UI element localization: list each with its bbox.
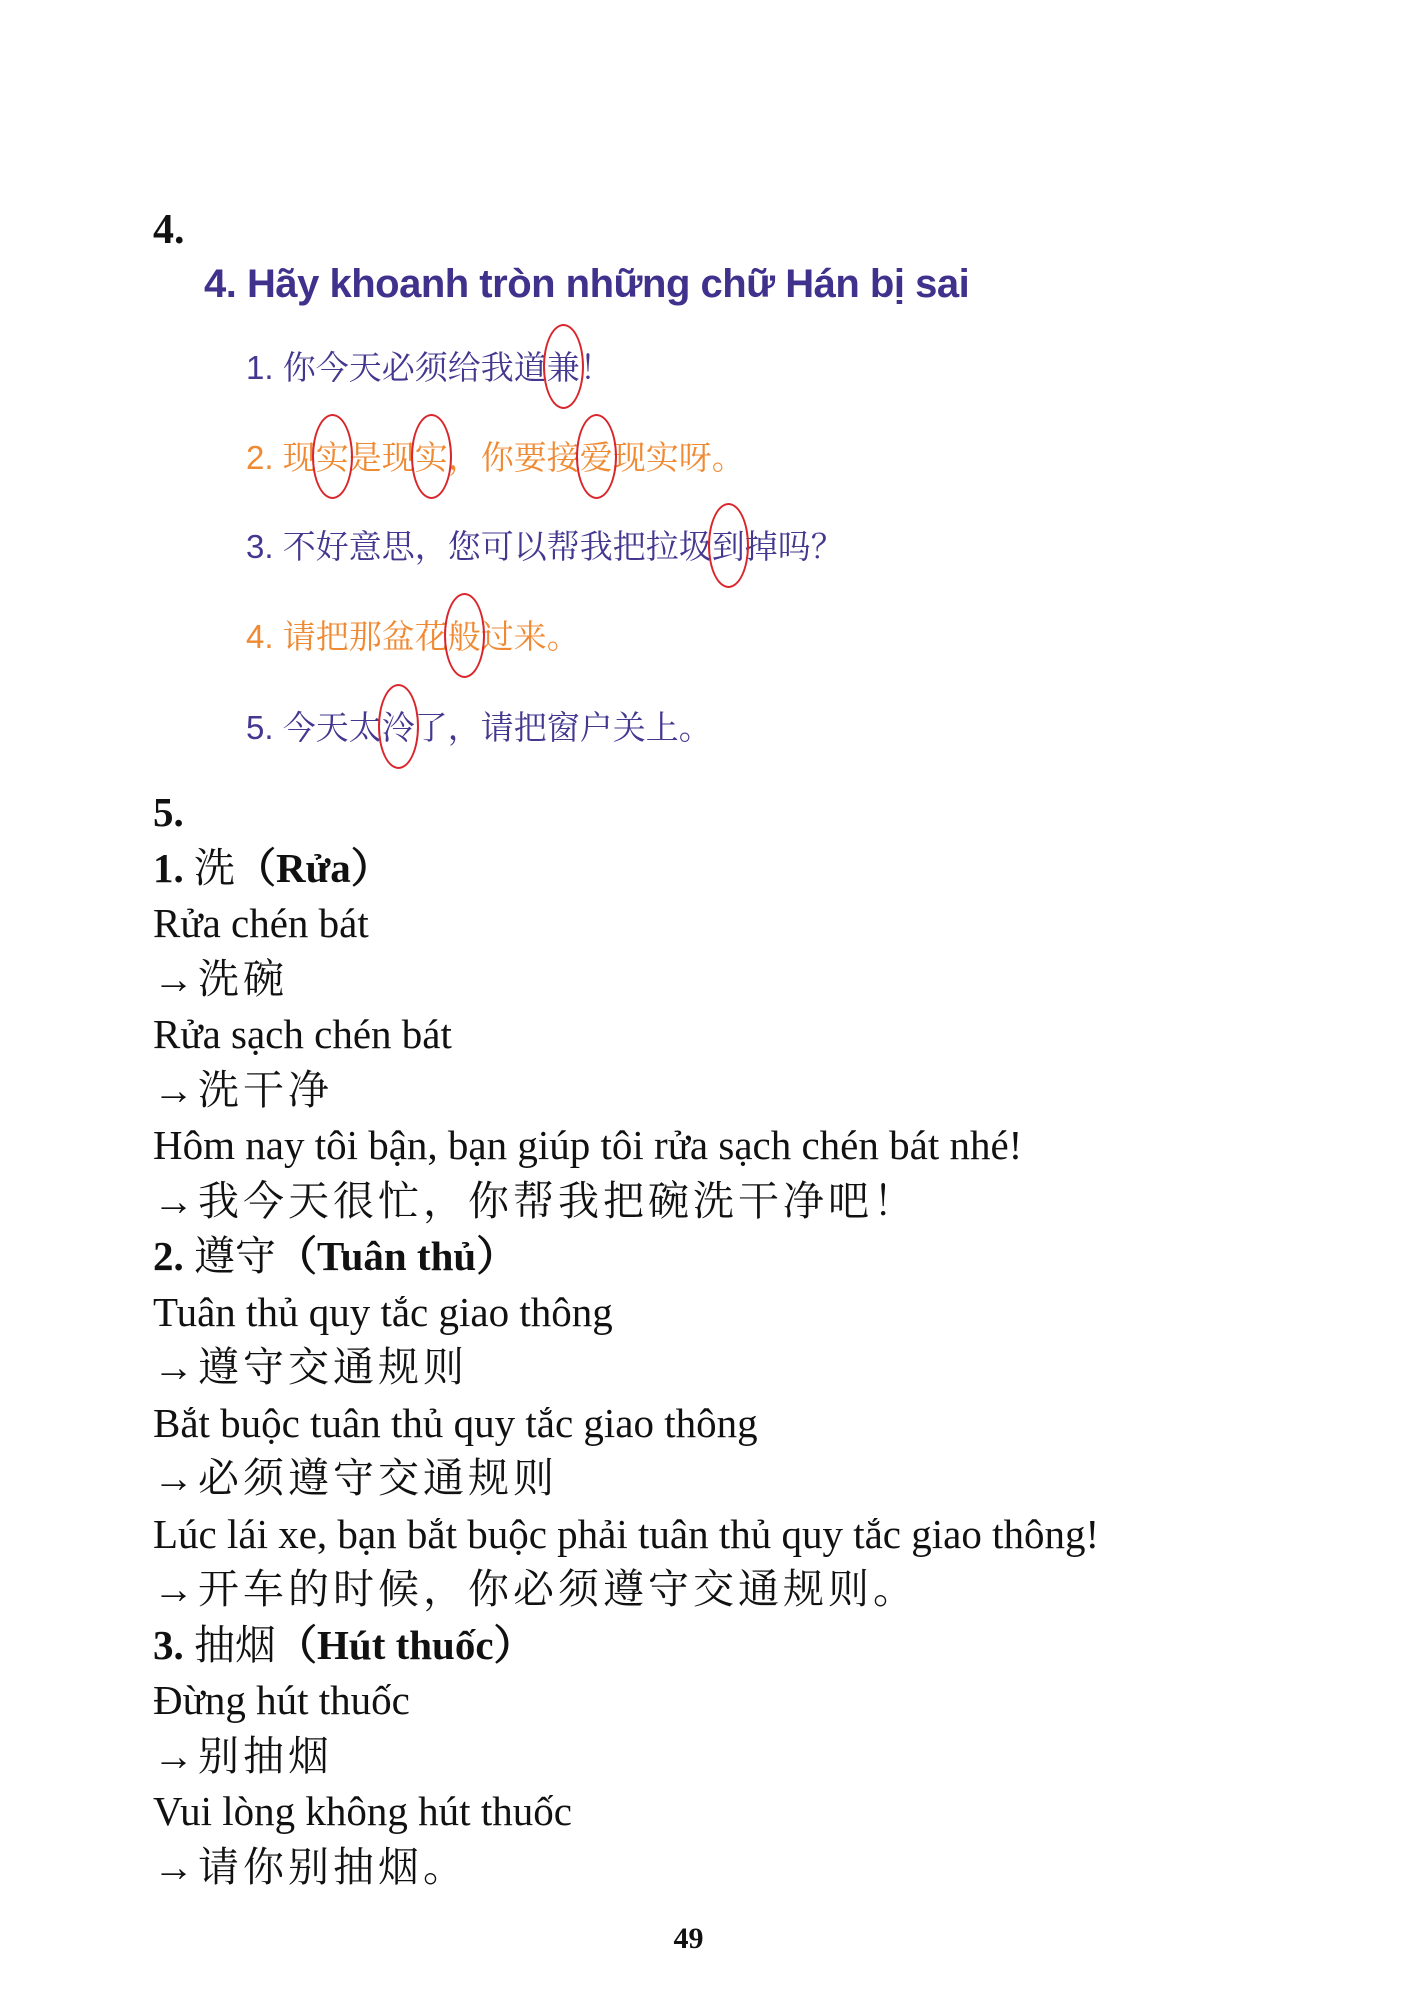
vocab-heading-vi: （Tuân thủ） bbox=[276, 1233, 518, 1279]
page-number: 49 bbox=[673, 1922, 704, 1955]
vocab-heading-num: 2. bbox=[153, 1233, 184, 1279]
vocab-heading-num: 3. bbox=[153, 1621, 184, 1668]
vocab-heading bbox=[153, 1229, 1099, 1285]
exercise-item bbox=[246, 611, 580, 658]
vietnamese-line: Lúc lái xe, bạn bắt buộc phải tuân thủ quy tắc giao thông! bbox=[153, 1510, 1100, 1557]
exercise-item bbox=[246, 432, 745, 479]
chinese-line: →必须遵守交通规则 bbox=[153, 1455, 558, 1501]
chinese-line: →别抽烟 bbox=[153, 1732, 333, 1779]
chinese-line: →洗干净 bbox=[153, 1066, 333, 1113]
circled-wrong-character: 实 bbox=[415, 432, 448, 479]
item-text: ！ bbox=[579, 349, 613, 386]
vocab-heading bbox=[153, 841, 1099, 897]
vocab-heading-zh: 洗 bbox=[183, 844, 235, 891]
exercise-item bbox=[246, 521, 844, 568]
vocab-heading-num: 1. bbox=[153, 844, 184, 891]
vocab-heading-zh: 抽烟 bbox=[183, 1621, 276, 1668]
circled-wrong-character: 兼 bbox=[547, 342, 580, 389]
vietnamese-line: Bắt buộc tuân thủ quy tắc giao thông bbox=[153, 1399, 758, 1446]
vietnamese-line: Vui lòng không hút thuốc bbox=[153, 1788, 572, 1834]
chinese-line: →遵守交通规则 bbox=[153, 1344, 468, 1390]
item-text: 是现 bbox=[348, 439, 415, 476]
vocab-heading-zh: 遵守 bbox=[183, 1233, 276, 1279]
circled-wrong-character: 到 bbox=[712, 521, 745, 568]
exercise-title: 4. Hãy khoanh tròn những chữ Hán bị sai bbox=[204, 262, 970, 306]
chinese-line: →洗碗 bbox=[153, 955, 288, 1002]
item-text: 5. 今天太 bbox=[246, 709, 382, 746]
vietnamese-line: Tuân thủ quy tắc giao thông bbox=[153, 1288, 613, 1335]
vietnamese-line: Đừng hút thuốc bbox=[153, 1677, 410, 1723]
circled-wrong-character: 般 bbox=[448, 611, 481, 658]
chinese-line: →我今天很忙，你帮我把碗洗干净吧！ bbox=[153, 1177, 918, 1224]
vocab-heading-vi: （Rửa） bbox=[235, 844, 392, 891]
vietnamese-line: Rửa sạch chén bát bbox=[153, 1011, 452, 1057]
item-text: 4. 请把那盆花 bbox=[246, 618, 448, 655]
circled-wrong-character: 实 bbox=[316, 432, 349, 479]
item-text: 现实呀。 bbox=[612, 439, 745, 476]
section-5-lines bbox=[153, 841, 1099, 1896]
item-text: 掉吗？ bbox=[744, 528, 844, 565]
item-text: ，你要接 bbox=[447, 439, 580, 476]
section-5-number: 5. bbox=[153, 789, 184, 835]
circled-wrong-character: 爱 bbox=[580, 432, 613, 479]
chinese-line: →开车的时候，你必须遵守交通规则。 bbox=[153, 1566, 918, 1612]
exercise-item bbox=[246, 342, 613, 389]
item-text: 2. 现 bbox=[246, 439, 316, 476]
section-5 bbox=[153, 785, 1099, 1895]
item-text: 了，请把窗户关上。 bbox=[414, 709, 712, 746]
vietnamese-line: Hôm nay tôi bận, bạn giúp tôi rửa sạch chén bát nhé! bbox=[153, 1122, 1023, 1168]
item-text: 过来。 bbox=[480, 618, 580, 655]
item-text: 1. 你今天必须给我道 bbox=[246, 349, 547, 386]
vocab-heading bbox=[153, 1618, 1099, 1674]
item-text: 3. 不好意思，您可以帮我把拉圾 bbox=[246, 528, 712, 565]
circled-wrong-character: 泠 bbox=[382, 702, 415, 749]
section-4-number: 4. bbox=[153, 207, 185, 253]
vietnamese-line: Rửa chén bát bbox=[153, 900, 369, 946]
exercise-item bbox=[246, 702, 712, 749]
chinese-line: →请你别抽烟。 bbox=[153, 1843, 468, 1890]
vocab-heading-vi: （Hút thuốc） bbox=[276, 1621, 535, 1668]
